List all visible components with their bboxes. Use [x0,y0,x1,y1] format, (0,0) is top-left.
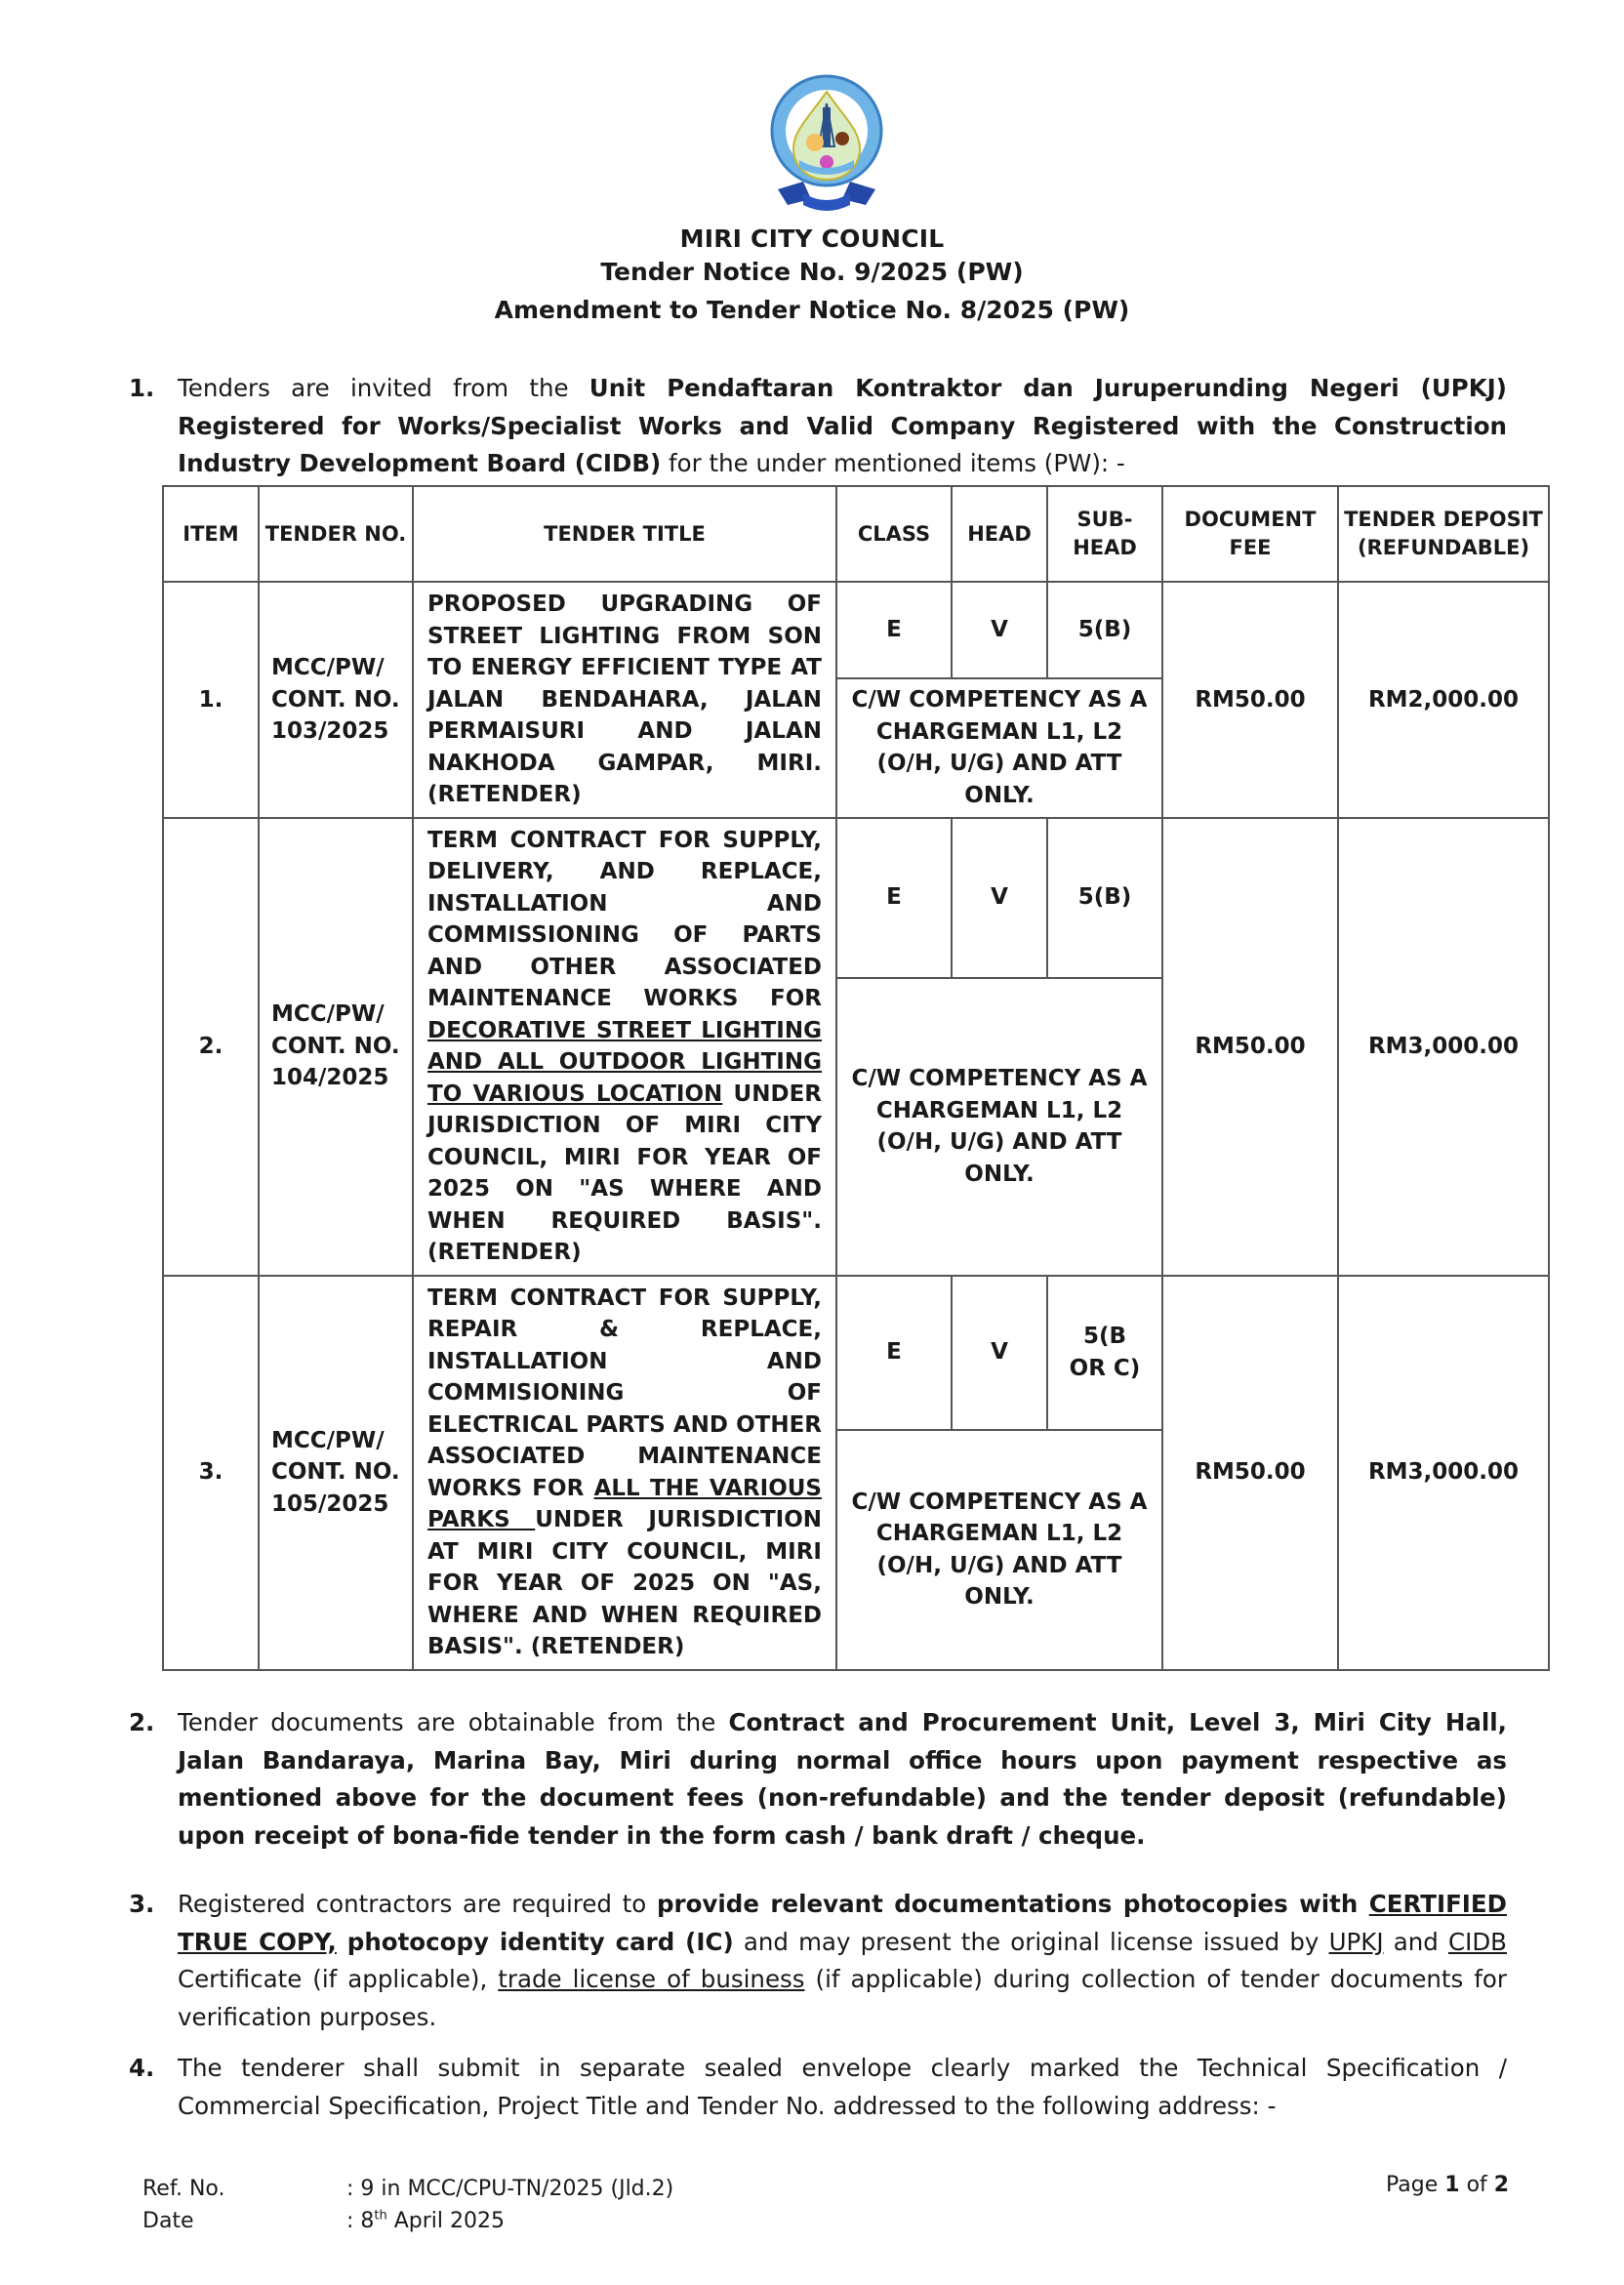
tender-deposit: RM3,000.00 [1338,818,1549,1276]
header-item: ITEM [163,486,259,582]
document-fee: RM50.00 [1162,582,1338,818]
tender-number: MCC/PW/ CONT. NO. 103/2025 [259,582,413,818]
table-row [163,582,1549,678]
item-number: 3. [163,1276,259,1670]
date-value: : 8th April 2025 [346,2208,506,2233]
document-fee: RM50.00 [1162,818,1338,1276]
header-class: CLASS [836,486,952,582]
class-value: E [836,582,952,678]
paragraph-number: 2. [129,1708,155,1736]
tender-title: PROPOSED UPGRADING OF STREET LIGHTING FROM SON TO ENERGY EFFICIENT TYPE AT JALAN BENDAHARA, JALAN PERMAISURI AND JALAN NAKHODA GAMPAR, MIRI. (RETENDER) [413,582,836,818]
table-header-row [163,486,1549,582]
amendment-notice: Amendment to Tender Notice No. 8/2025 (PW) [494,296,1130,324]
head-value: V [952,818,1047,978]
document-fee: RM50.00 [1162,1276,1338,1670]
table-row [163,818,1549,978]
sub-head-value: 5(B OR C) [1047,1276,1162,1430]
tender-title: TERM CONTRACT FOR SUPPLY, DELIVERY, AND REPLACE, INSTALLATION AND COMMISSIONING OF PARTS AND OTHER ASSOCIATED MAINTENANCE WORKS FOR DECORATIVE STREET LIGHTING AND ALL OUTDOOR LIGHTING TO VARIOUS LOCATION UNDER JURISDICTION OF MIRI CITY COUNCIL, MIRI FOR YEAR OF 2025 ON "AS WHERE AND WHEN REQUIRED BASIS". (RETENDER) [413,818,836,1276]
tender-deposit: RM2,000.00 [1338,582,1549,818]
competency-requirement: C/W COMPETENCY AS A CHARGEMAN L1, L2 (O/H, U/G) AND ATT ONLY. [836,678,1162,818]
page-number: Page 1 of 2 [1386,2173,1510,2197]
paragraph-1: 1. Tenders are invited from the Unit Pendaftaran Kontraktor dan Juruperunding Negeri (UPKJ) Registered for Works/Specialist Works and Valid Company Registered with the Construction Industry Development Board (CIDB) for the under mentioned items (PW): - [129,370,1507,483]
reference-number: : 9 in MCC/CPU-TN/2025 (Jld.2) [346,2177,674,2201]
tender-deposit: RM3,000.00 [1338,1276,1549,1670]
competency-requirement: C/W COMPETENCY AS A CHARGEMAN L1, L2 (O/H, U/G) AND ATT ONLY. [836,1430,1162,1670]
competency-requirement: C/W COMPETENCY AS A CHARGEMAN L1, L2 (O/H, U/G) AND ATT ONLY. [836,978,1162,1276]
paragraph-4: 4. The tenderer shall submit in separate sealed envelope clearly marked the Technical Specification / Commercial Specification, Project Title and Tender No. addressed to the following address: - [129,2050,1507,2125]
tender-number: MCC/PW/ CONT. NO. 105/2025 [259,1276,413,1670]
header-sub-head: SUB-HEAD [1047,486,1162,582]
header-document-fee: DOCUMENT FEE [1162,486,1338,582]
head-value: V [952,1276,1047,1430]
class-value: E [836,818,952,978]
sub-head-value: 5(B) [1047,818,1162,978]
organization-title: MIRI CITY COUNCIL [679,224,945,253]
sub-head-value: 5(B) [1047,582,1162,678]
date-label: Date [142,2209,194,2233]
paragraph-number: 1. [129,374,155,402]
reference-label: Ref. No. [142,2177,225,2201]
header-tender-no: TENDER NO. [259,486,413,582]
header-head: HEAD [952,486,1047,582]
paragraph-number: 4. [129,2054,155,2082]
item-number: 2. [163,818,259,1276]
miri-city-council-crest-icon [764,70,889,217]
tender-title: TERM CONTRACT FOR SUPPLY, REPAIR & REPLACE, INSTALLATION AND COMMISIONING OF ELECTRICAL PARTS AND OTHER ASSOCIATED MAINTENANCE WORKS FOR ALL THE VARIOUS PARKS UNDER JURISDICTION AT MIRI CITY COUNCIL, MIRI FOR YEAR OF 2025 ON "AS, WHERE AND WHEN REQUIRED BASIS". (RETENDER) [413,1276,836,1670]
head-value: V [952,582,1047,678]
tender-table [162,485,1550,1671]
header-tender-deposit: TENDER DEPOSIT (REFUNDABLE) [1338,486,1549,582]
paragraph-3: 3. Registered contractors are required to provide relevant documentations photocopies with CERTIFIED TRUE COPY, photocopy identity card (IC) and may present the original license issued by UPKJ and CIDB Certificate (if applicable), trade license of business (if applicable) during collection of tender documents for verification purposes. [129,1886,1507,2036]
item-number: 1. [163,582,259,818]
paragraph-number: 3. [129,1890,155,1918]
header-tender-title: TENDER TITLE [413,486,836,582]
table-row [163,1276,1549,1430]
tender-notice-number: Tender Notice No. 9/2025 (PW) [600,258,1024,286]
class-value: E [836,1276,952,1430]
paragraph-2: 2. Tender documents are obtainable from the Contract and Procurement Unit, Level 3, Miri City Hall, Jalan Bandaraya, Marina Bay, Miri during normal office hours upon payment respective as mentioned above for the document fees (non-refundable) and the tender deposit (refundable) upon receipt of bona-fide tender in the form cash / bank draft / cheque. [129,1704,1507,1855]
tender-number: MCC/PW/ CONT. NO. 104/2025 [259,818,413,1276]
